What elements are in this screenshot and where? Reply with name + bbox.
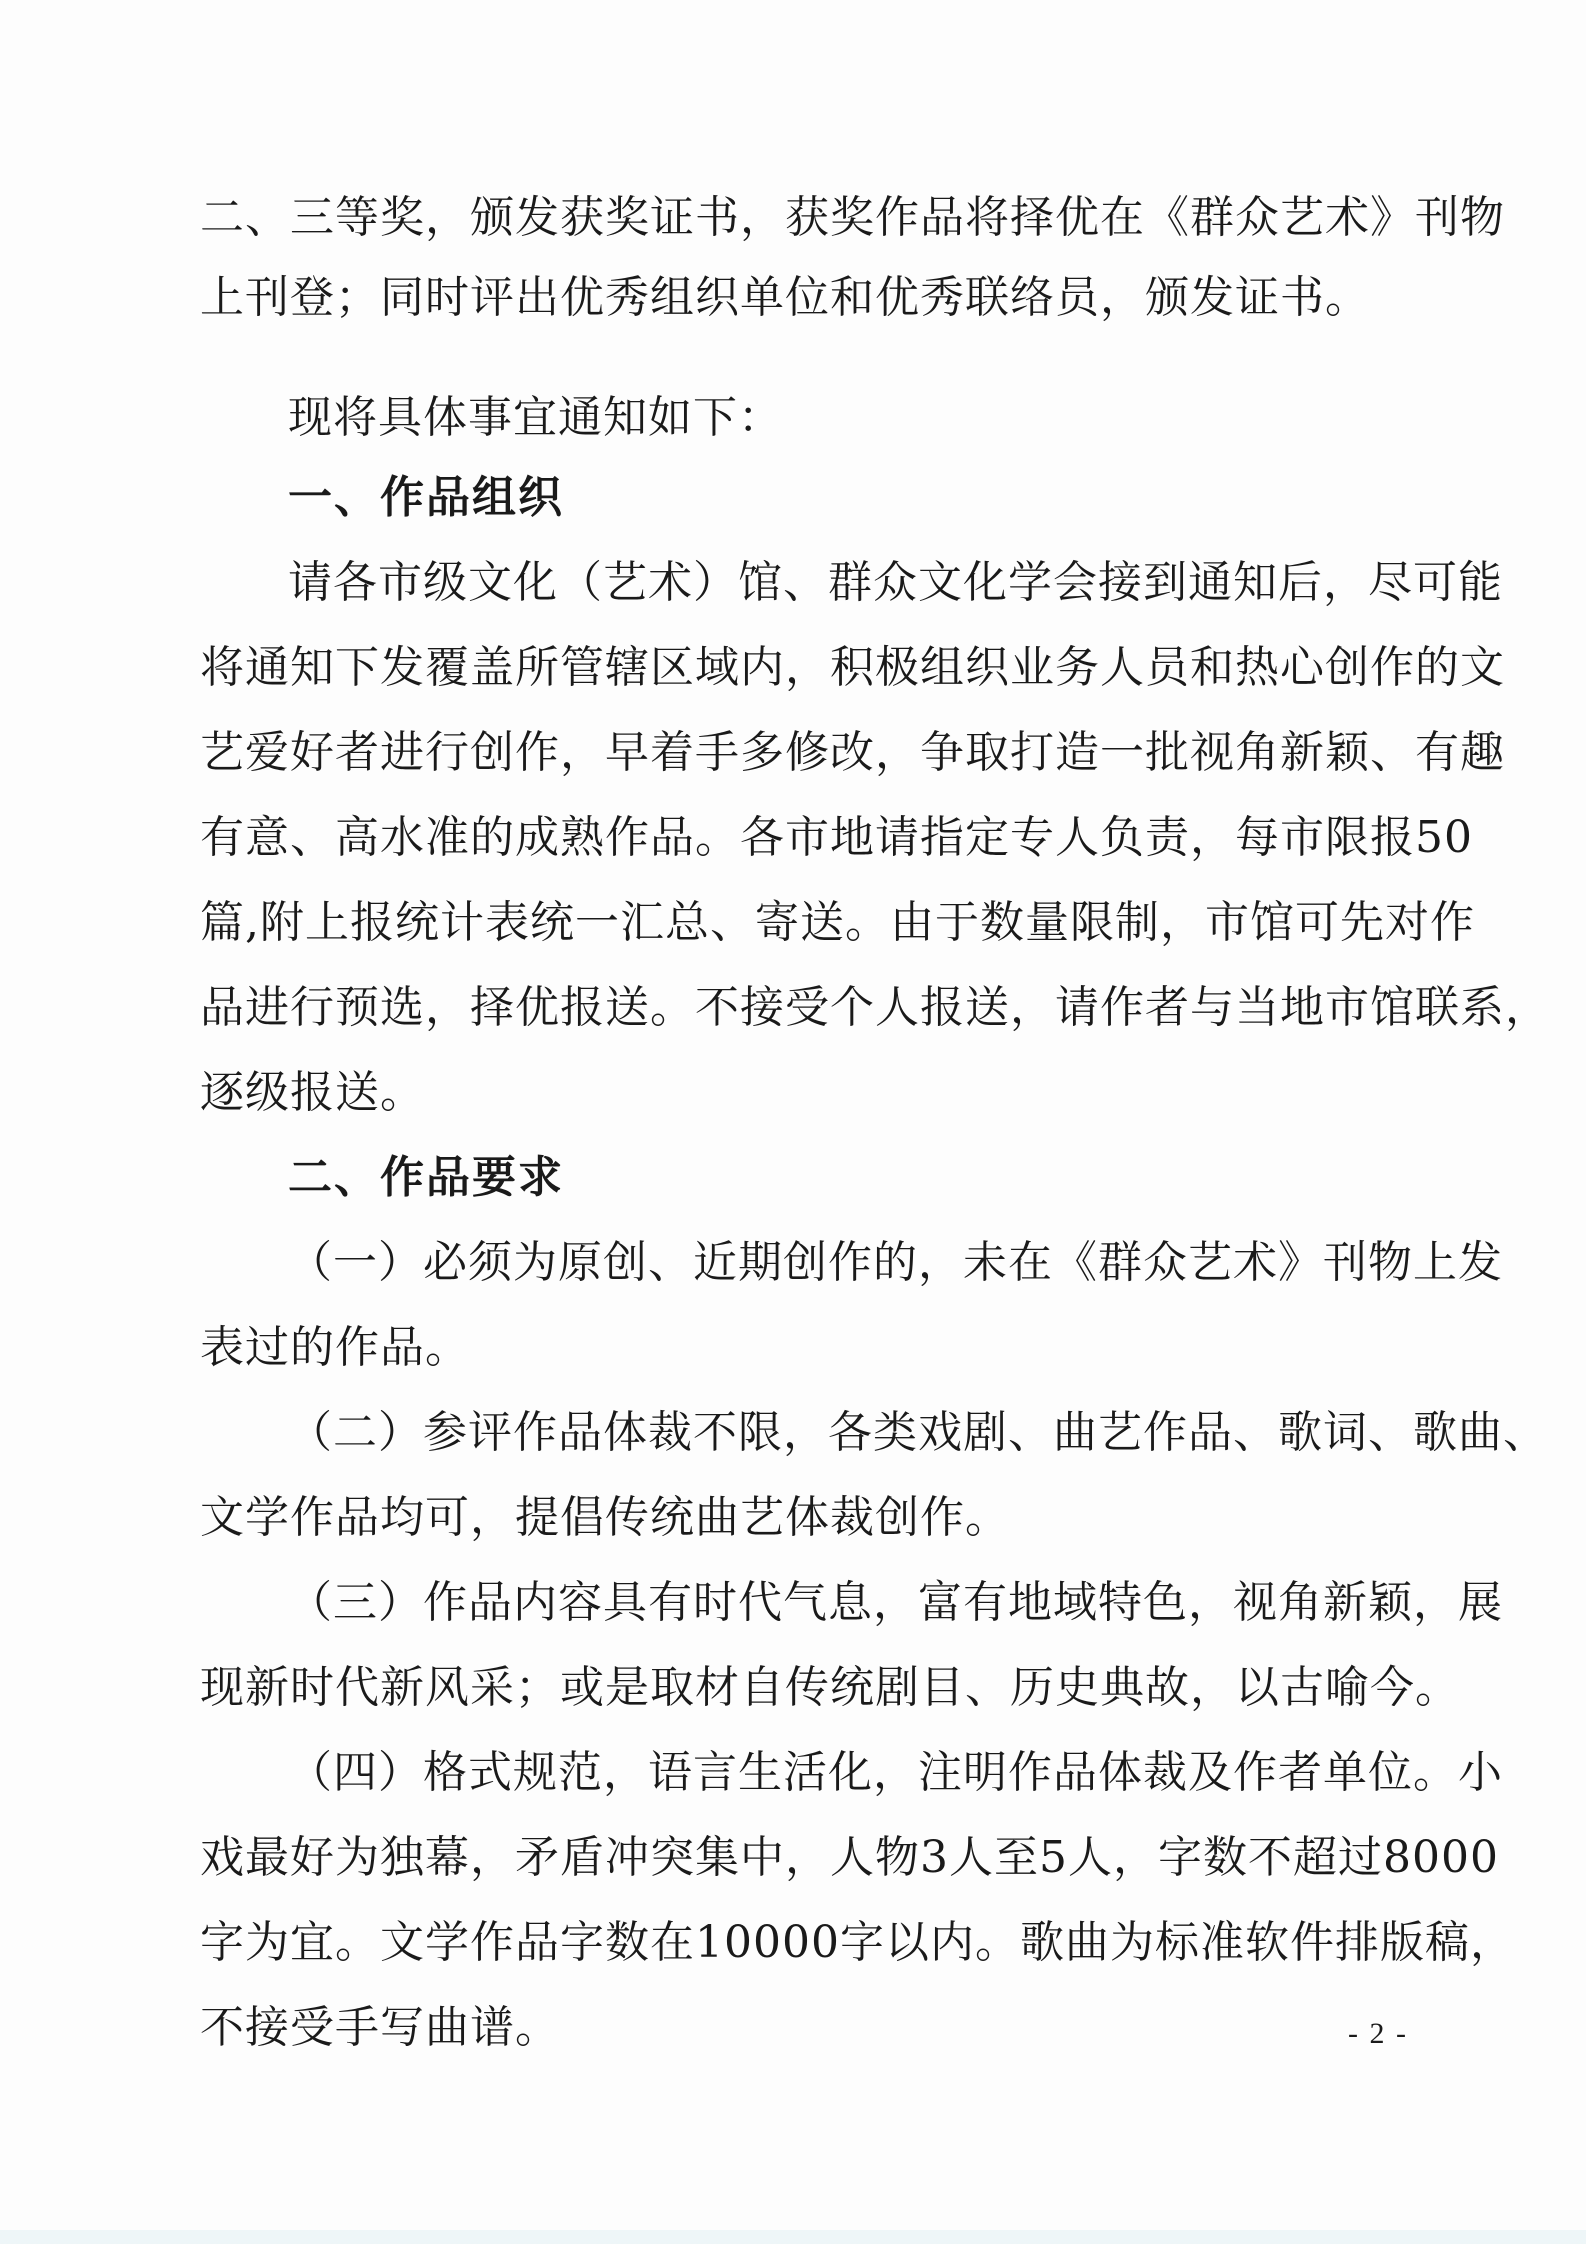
paragraph-line: 上刊登；同时评出优秀组织单位和优秀联络员，颁发证书。 [200,272,1370,323]
paragraph-line: 有意、高水准的成熟作品。各市地请指定专人负责，每市限报50 [200,812,1473,863]
paragraph-line: （三）作品内容具有时代气息，富有地域特色，视角新颖，展 [288,1577,1503,1628]
paragraph-line: 现新时代新风采；或是取材自传统剧目、历史典故，以古喻今。 [200,1662,1460,1713]
paragraph-line: （二）参评作品体裁不限，各类戏剧、曲艺作品、歌词、歌曲、 [288,1407,1548,1458]
paragraph-line: （一）必须为原创、近期创作的，未在《群众艺术》刊物上发 [288,1237,1503,1288]
paragraph-line: 篇,附上报统计表统一汇总、寄送。由于数量限制，市馆可先对作 [200,897,1475,948]
page-number: - 2 - [1348,2017,1408,2050]
paragraph-line: 将通知下发覆盖所管辖区域内，积极组织业务人员和热心创作的文 [200,642,1505,693]
paragraph-line: 文学作品均可，提倡传统曲艺体裁创作。 [200,1492,1010,1543]
section-heading: 一、作品组织 [288,472,564,523]
paragraph-line: 字为宜。文学作品字数在10000字以内。歌曲为标准软件排版稿， [200,1917,1515,1968]
paragraph-line: （四）格式规范，语言生活化，注明作品体裁及作者单位。小 [288,1747,1503,1798]
paragraph-line: 逐级报送。 [200,1067,425,1118]
paragraph-line: 现将具体事宜通知如下： [288,392,783,443]
paragraph-line: 戏最好为独幕，矛盾冲突集中，人物3人至5人，字数不超过8000 [200,1832,1499,1883]
paragraph-line: 请各市级文化（艺术）馆、群众文化学会接到通知后，尽可能 [288,557,1503,608]
paragraph-line: 二、三等奖，颁发获奖证书，获奖作品将择优在《群众艺术》刊物 [200,192,1505,243]
paragraph-line: 表过的作品。 [200,1322,470,1373]
paragraph-line: 品进行预选，择优报送。不接受个人报送，请作者与当地市馆联系， [200,982,1550,1033]
section-heading: 二、作品要求 [288,1152,564,1203]
paragraph-line: 艺爱好者进行创作，早着手多修改，争取打造一批视角新颖、有趣 [200,727,1505,778]
scan-bottom-edge [0,2230,1586,2244]
paragraph-line: 不接受手写曲谱。 [200,2002,560,2053]
